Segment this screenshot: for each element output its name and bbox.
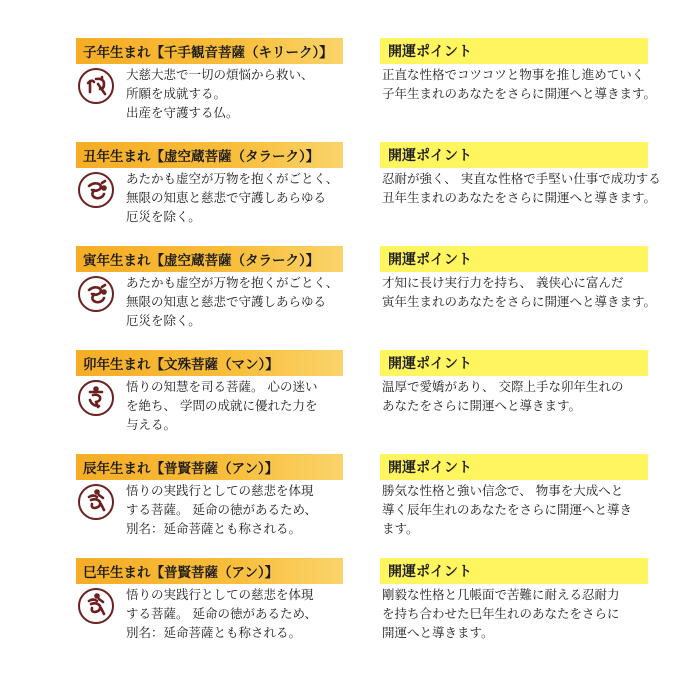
fortune-line: 丑年生まれのあなたをさらに開運へと導きます。 [382,190,657,205]
fortune-point-description [382,65,667,103]
guardian-title: 巳年生まれ【普賢菩薩（アン）】 [76,558,343,584]
description-line: 別名：延命菩薩とも称される。 [126,521,302,536]
guardian-description [126,169,346,226]
fortune-line: 勝気な性格と強い信念で、 物事を大成へと [382,483,624,498]
fortune-line: 子年生まれのあなたをさらに開運へと導きます。 [382,86,657,101]
sanskrit-taraku-icon [78,172,114,208]
description-line: する菩薩。 延命の徳があるため、 [126,502,317,517]
description-line: あたかも虚空が万物を抱くがごとく、 [126,275,339,290]
guardian-description [126,585,346,642]
sanskrit-an-icon [78,484,114,520]
description-line: 無限の知恵と慈悲で守護しあらゆる [126,294,327,309]
fortune-point-title: 開運ポイント [380,558,648,584]
zodiac-row [0,454,700,554]
zodiac-row [0,38,700,138]
fortune-point-description [382,273,667,311]
zodiac-row [0,246,700,346]
guardian-title: 丑年生まれ【虚空蔵菩薩（タラーク）】 [76,142,343,168]
fortune-line: あなたをさらに開運へと導きます。 [382,398,582,413]
description-line: 厄災を除く。 [126,209,201,224]
description-line: 別名：延命菩薩とも称される。 [126,625,302,640]
fortune-point-title: 開運ポイント [380,142,648,168]
description-line: 悟りの実践行としての慈悲を体現 [126,587,314,602]
fortune-point-description [382,585,667,642]
description-line: 悟りの実践行としての慈悲を体現 [126,483,314,498]
sanskrit-taraku-icon [78,276,114,312]
fortune-line: を持ち合わせた巳年生れのあなたをさらに [382,606,620,621]
description-line: 与える。 [126,417,177,432]
fortune-line: 才知に長け実行力を持ち、 義侠心に富んだ [382,275,624,290]
fortune-line: 忍耐が強く、 実直な性格で手堅い仕事で成功する [382,171,661,186]
description-line: 所願を成就する。 [126,86,227,101]
zodiac-row [0,142,700,242]
guardian-title: 子年生まれ【千手観音菩薩（キリーク）】 [76,38,343,64]
guardian-title: 辰年生まれ【普賢菩薩（アン）】 [76,454,343,480]
description-line: 大慈大悲で一切の煩悩から救い、 [126,67,314,82]
zodiac-row [0,350,700,450]
description-line: 厄災を除く。 [126,313,201,328]
fortune-line: 正直な性格でコツコツと物事を推し進めていく [382,67,645,82]
description-line: する菩薩。 延命の徳があるため、 [126,606,317,621]
fortune-point-title: 開運ポイント [380,350,648,376]
fortune-line: 剛毅な性格と几帳面で苦難に耐える忍耐力 [382,587,620,602]
guardian-title: 寅年生まれ【虚空蔵菩薩（タラーク）】 [76,246,343,272]
zodiac-row [0,558,700,658]
guardian-description [126,65,346,122]
fortune-point-title: 開運ポイント [380,38,648,64]
sanskrit-kiriku-icon [78,68,114,104]
fortune-line: ます。 [382,521,419,536]
fortune-point-description [382,169,667,207]
description-line: 無限の知恵と慈悲で守護しあらゆる [126,190,327,205]
description-line: 悟りの知慧を司る菩薩。 心の迷い [126,379,318,394]
fortune-point-title: 開運ポイント [380,246,648,272]
fortune-point-description [382,377,667,415]
sanskrit-an-icon [78,588,114,624]
fortune-point-title: 開運ポイント [380,454,648,480]
description-line: を絶ち、 学問の成就に優れた力を [126,398,318,413]
guardian-description [126,377,346,434]
guardian-description [126,273,346,330]
description-line: 出産を守護する仏。 [126,105,239,120]
description-line: あたかも虚空が万物を抱くがごとく、 [126,171,339,186]
guardian-description [126,481,346,538]
fortune-line: 導く辰年生れのあなたをさらに開運へと導き [382,502,633,517]
guardian-title: 卯年生まれ【文殊菩薩（マン）】 [76,350,343,376]
fortune-point-description [382,481,667,538]
fortune-line: 寅年生まれのあなたをさらに開運へと導きます。 [382,294,657,309]
sanskrit-man-icon [78,380,114,416]
fortune-line: 温厚で愛嬌があり、 交際上手な卯年生れの [382,379,624,394]
fortune-line: 開運へと導きます。 [382,625,494,640]
